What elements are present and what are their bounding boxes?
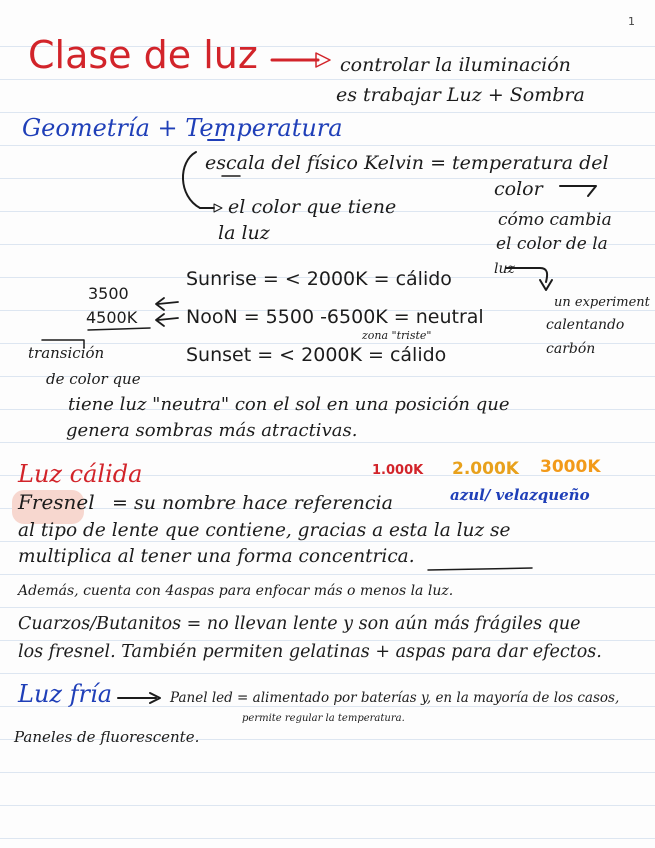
title-note-line1: controlar la iluminación xyxy=(340,54,571,76)
kelvin-line2: color xyxy=(494,178,543,200)
paragraph-line2: genera sombras más atractivas. xyxy=(66,420,358,441)
kelvin-line1: escala del físico Kelvin = temperatura del xyxy=(205,152,609,174)
color-arrow-icon xyxy=(560,186,596,196)
side-note-line1: cómo cambia xyxy=(498,210,612,230)
color-line1: el color que tiene xyxy=(228,196,397,218)
noon-line: NooN = 5500 -6500K = neutral xyxy=(186,306,484,328)
led-subline: permite regular la temperatura. xyxy=(242,713,405,724)
fresnel-line2: multiplica al tener una forma concentrica. xyxy=(18,546,415,567)
title-note-line2: es trabajar Luz + Sombra xyxy=(336,84,585,106)
cold-heading: Luz fría xyxy=(18,680,113,708)
brace-curve xyxy=(183,152,200,208)
section-heading: Geometría + Temperatura xyxy=(22,114,343,142)
fresnel-line0: = su nombre hace referencia xyxy=(112,492,393,514)
side-note-line2: el color de la xyxy=(496,234,608,254)
warm-heading: Luz cálida xyxy=(18,460,143,488)
fresnel-line3: Además, cuenta con 4aspas para enfocar más o menos la luz. xyxy=(18,583,454,599)
scale-1000k: 1.000K xyxy=(372,463,424,478)
sunrise-line: Sunrise = < 2000K = cálido xyxy=(186,268,452,290)
transition-line1: transición xyxy=(28,344,105,362)
fresnel-line5: los fresnel. También permiten gelatinas + aspas para dar efectos. xyxy=(18,642,602,662)
fresnel-line4: Cuarzos/Butanitos = no llevan lente y son aún más frágiles que xyxy=(18,614,581,634)
value-3500: 3500 xyxy=(88,284,129,303)
scale-2000k: 2.000K xyxy=(452,459,519,479)
side-note-line3: luz xyxy=(494,261,515,277)
sunset-line: Sunset = < 2000K = cálido xyxy=(186,344,447,366)
noon-note: zona "triste" xyxy=(362,329,432,342)
experiment-line1: un experiment xyxy=(554,295,650,310)
scale-3000k: 3000K xyxy=(540,457,601,477)
paragraph-line1: tiene luz "neutra" con el sol en una posición que xyxy=(68,394,510,415)
transition-line2: de color que xyxy=(46,370,141,388)
color-line2: la luz xyxy=(218,222,270,244)
value-4500: 4500K xyxy=(86,308,138,327)
page-title: Clase de luz xyxy=(28,33,258,77)
experiment-line2: calentando xyxy=(546,317,625,333)
left-arrow-icon xyxy=(158,302,178,304)
experiment-line3: carbón xyxy=(546,341,596,357)
fluorescent-line: Paneles de fluorescente. xyxy=(14,728,200,746)
fresnel-label: Fresnel xyxy=(18,490,95,514)
scale-note: azul/ velazqueño xyxy=(450,486,590,504)
led-line: Panel led = alimentado por baterías y, en la mayoría de los casos, xyxy=(170,690,620,706)
fresnel-line1: al tipo de lente que contiene, gracias a esta la luz se xyxy=(18,520,511,541)
page-number: 1 xyxy=(628,15,635,28)
